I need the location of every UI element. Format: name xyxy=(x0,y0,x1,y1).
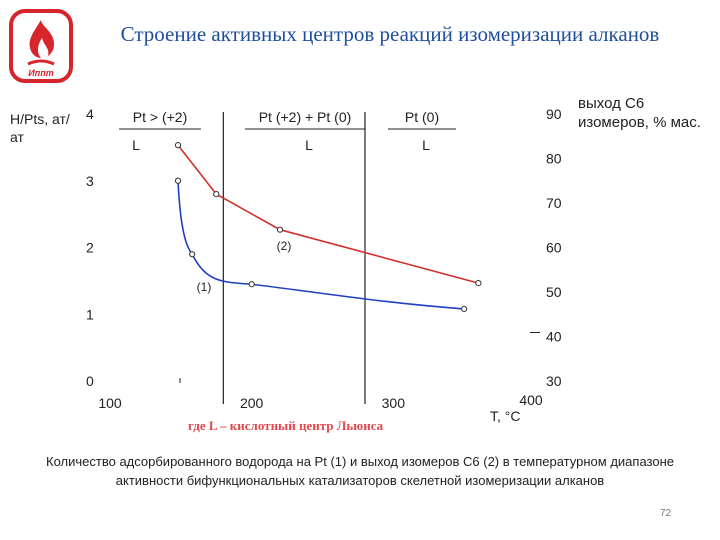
right-tick-label: 30 xyxy=(546,373,562,389)
data-point-1 xyxy=(190,252,195,257)
lewis-center-note: где L – кислотный центр Льюиса xyxy=(188,418,384,433)
right-tick-label: 90 xyxy=(546,106,562,122)
x-tick-label: 200 xyxy=(239,395,264,411)
data-point-2 xyxy=(214,192,219,197)
x-tick-label: 400 xyxy=(519,392,543,408)
logo-text: Иппт xyxy=(28,68,54,78)
data-point-1 xyxy=(175,178,180,183)
x-tick-label: 100 xyxy=(98,395,122,411)
left-tick-label: 4 xyxy=(86,106,94,122)
left-tick-label: 1 xyxy=(86,306,94,323)
left-axis-title: H/Pts, ат/ат xyxy=(10,111,70,145)
right-tick-label: 70 xyxy=(546,195,562,211)
data-point-2 xyxy=(277,227,282,232)
region-sublabel: L xyxy=(422,137,430,153)
series-line-1 xyxy=(178,181,464,309)
slide-title: Строение активных центров реакций изомеризации алканов xyxy=(120,22,660,46)
data-point-1 xyxy=(462,306,467,311)
region-label: Pt (+2) + Pt (0) xyxy=(258,109,352,125)
left-tick-label: 3 xyxy=(86,172,94,189)
left-tick-label: 2 xyxy=(86,239,94,256)
region-label: Pt > (+2) xyxy=(132,109,188,125)
series-label-1: (1) xyxy=(196,280,212,294)
region-sublabel: L xyxy=(132,137,140,153)
data-point-2 xyxy=(175,143,180,148)
right-axis-title: выход C6 изомеров, % мас. xyxy=(578,95,701,131)
right-tick-label: 50 xyxy=(546,284,562,300)
right-tick-label: 60 xyxy=(546,239,562,256)
region-label: Pt (0) xyxy=(404,109,440,125)
left-tick-label: 0 xyxy=(86,373,94,389)
x-axis-title: T, °C xyxy=(490,408,521,424)
series-label-2: (2) xyxy=(276,239,292,253)
x-tick-label: 300 xyxy=(381,395,406,411)
right-tick-label: 80 xyxy=(546,150,562,167)
right-tick-label: 40 xyxy=(546,328,562,345)
region-sublabel: L xyxy=(305,137,313,153)
page-number: 72 xyxy=(660,508,672,519)
data-point-2 xyxy=(476,281,481,286)
data-point-1 xyxy=(249,282,254,287)
figure-caption: Количество адсорбированного водорода на Pt (1) и выход изомеров C6 (2) в температурном диапазоне активности бифункциональных катализаторов скелетной изомеризации алканов xyxy=(46,454,674,488)
